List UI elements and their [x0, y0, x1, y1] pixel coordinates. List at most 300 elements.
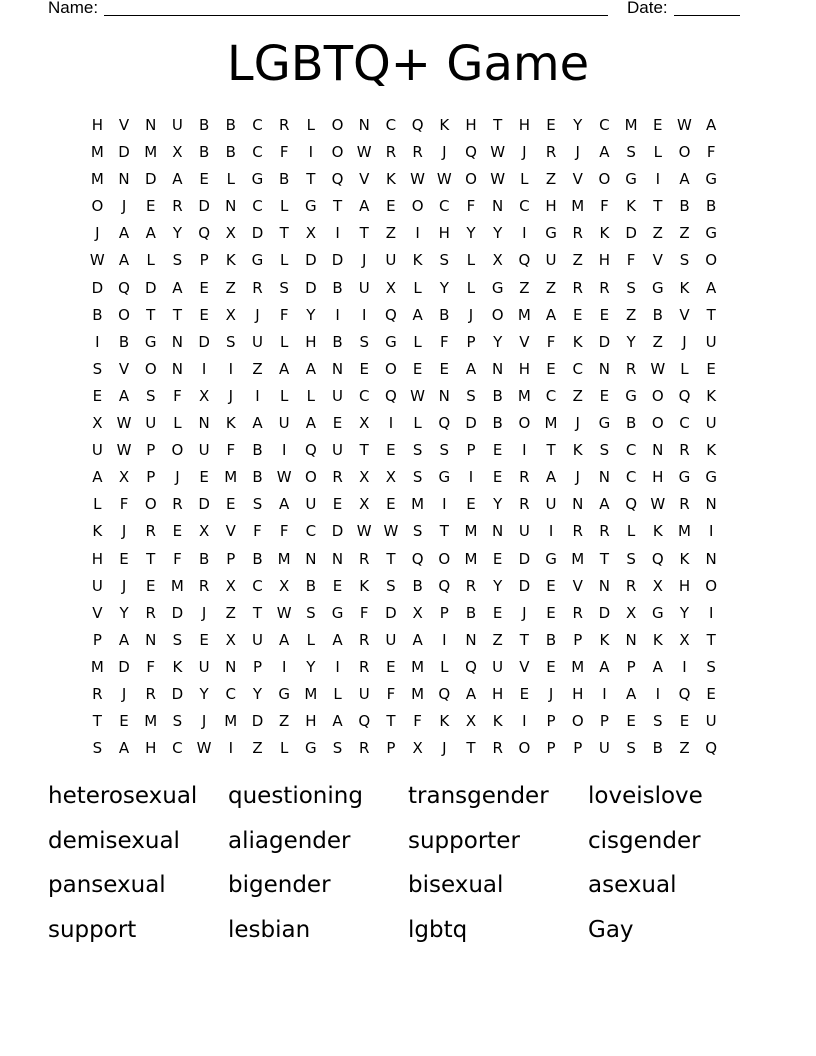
grid-letter[interactable]: A	[652, 657, 663, 676]
grid-letter[interactable]: F	[226, 441, 236, 460]
grid-letter[interactable]: E	[199, 278, 209, 297]
grid-letter[interactable]: E	[492, 441, 503, 460]
grid-letter[interactable]: O	[385, 359, 397, 378]
grid-letter[interactable]: I	[95, 332, 100, 351]
grid-letter[interactable]: G	[705, 468, 717, 487]
grid-letter[interactable]: Z	[545, 170, 557, 189]
grid-letter[interactable]: T	[359, 224, 369, 243]
grid-letter[interactable]: F	[173, 549, 182, 568]
grid-letter[interactable]: N	[465, 630, 477, 649]
grid-letter[interactable]: Y	[493, 495, 503, 514]
grid-letter[interactable]: P	[466, 332, 476, 351]
grid-letter[interactable]: F	[439, 332, 449, 351]
grid-letter[interactable]: F	[466, 197, 476, 216]
grid-letter[interactable]: W	[490, 143, 506, 162]
grid-letter[interactable]: L	[333, 684, 342, 703]
grid-letter[interactable]: S	[412, 522, 423, 541]
grid-letter[interactable]: E	[546, 116, 556, 134]
grid-letter[interactable]: M	[90, 143, 104, 162]
grid-letter[interactable]: U	[545, 495, 557, 514]
grid-letter[interactable]: R	[572, 522, 583, 541]
grid-letter[interactable]: S	[679, 251, 690, 270]
grid-letter[interactable]: H	[91, 549, 103, 568]
grid-letter[interactable]: Z	[625, 305, 637, 324]
grid-letter[interactable]: A	[706, 278, 717, 297]
grid-letter[interactable]: I	[335, 224, 340, 243]
grid-letter[interactable]: A	[545, 305, 557, 324]
grid-letter[interactable]: O	[518, 414, 531, 433]
grid-letter[interactable]: A	[279, 630, 290, 649]
grid-letter[interactable]: T	[706, 630, 716, 649]
grid-letter[interactable]: E	[332, 495, 343, 514]
grid-letter[interactable]: T	[519, 630, 529, 649]
grid-letter[interactable]: W	[436, 170, 452, 189]
grid-letter[interactable]: C	[545, 386, 557, 405]
grid-letter[interactable]: X	[652, 576, 663, 595]
grid-letter[interactable]: E	[332, 576, 343, 595]
grid-letter[interactable]: S	[439, 251, 450, 270]
grid-letter[interactable]: J	[522, 603, 527, 622]
grid-letter[interactable]: H	[518, 116, 530, 134]
grid-letter[interactable]: G	[305, 197, 317, 216]
grid-letter[interactable]: B	[545, 630, 557, 649]
grid-letter[interactable]: P	[146, 441, 156, 460]
grid-letter[interactable]: D	[118, 657, 130, 676]
grid-letter[interactable]: Q	[625, 495, 637, 514]
grid-letter[interactable]: X	[305, 224, 316, 243]
grid-letter[interactable]: I	[228, 359, 233, 378]
name-input-line[interactable]	[104, 15, 608, 16]
grid-letter[interactable]: K	[572, 441, 583, 460]
grid-letter[interactable]: L	[306, 630, 316, 649]
grid-letter[interactable]: I	[228, 739, 233, 758]
grid-letter[interactable]: R	[92, 684, 103, 703]
grid-letter[interactable]: W	[490, 170, 506, 189]
grid-letter[interactable]: Z	[652, 224, 663, 243]
grid-letter[interactable]: I	[682, 657, 687, 676]
grid-letter[interactable]: L	[520, 170, 529, 189]
grid-letter[interactable]: L	[466, 278, 476, 297]
grid-letter[interactable]: X	[225, 576, 236, 595]
grid-letter[interactable]: U	[705, 332, 717, 351]
grid-letter[interactable]: V	[679, 305, 690, 324]
grid-letter[interactable]: J	[548, 684, 554, 703]
grid-letter[interactable]: M	[571, 657, 585, 676]
grid-letter[interactable]: B	[198, 116, 210, 134]
grid-letter[interactable]: J	[442, 143, 447, 162]
grid-letter[interactable]: M	[304, 684, 318, 703]
grid-letter[interactable]: M	[411, 657, 425, 676]
grid-letter[interactable]: G	[545, 224, 557, 243]
grid-letter[interactable]: Y	[573, 116, 583, 134]
grid-letter[interactable]: E	[519, 684, 530, 703]
grid-letter[interactable]: E	[492, 468, 503, 487]
grid-letter[interactable]: F	[706, 143, 716, 162]
grid-letter[interactable]: V	[572, 576, 583, 595]
grid-letter[interactable]: E	[92, 386, 103, 405]
grid-letter[interactable]: K	[652, 522, 663, 541]
grid-letter[interactable]: J	[575, 468, 580, 487]
grid-letter[interactable]: J	[442, 739, 447, 758]
grid-letter[interactable]: J	[362, 251, 367, 270]
grid-letter[interactable]: M	[544, 414, 558, 433]
grid-letter[interactable]: L	[440, 657, 449, 676]
grid-letter[interactable]: A	[465, 359, 477, 378]
grid-letter[interactable]: E	[546, 359, 556, 378]
grid-letter[interactable]: L	[653, 143, 662, 162]
grid-letter[interactable]: P	[626, 657, 636, 676]
grid-letter[interactable]: X	[625, 603, 637, 622]
grid-letter[interactable]: B	[225, 143, 236, 162]
grid-letter[interactable]: U	[332, 441, 344, 460]
grid-letter[interactable]: F	[279, 143, 289, 162]
grid-letter[interactable]: Y	[172, 224, 182, 243]
grid-letter[interactable]: M	[517, 386, 531, 405]
grid-letter[interactable]: V	[572, 170, 583, 189]
grid-letter[interactable]: O	[598, 170, 611, 189]
grid-letter[interactable]: Q	[678, 684, 691, 703]
grid-letter[interactable]: I	[522, 712, 527, 731]
grid-letter[interactable]: Z	[572, 251, 583, 270]
grid-letter[interactable]: N	[358, 116, 370, 134]
grid-letter[interactable]: F	[279, 522, 289, 541]
grid-letter[interactable]: A	[172, 170, 183, 189]
grid-letter[interactable]: D	[144, 278, 157, 297]
grid-letter[interactable]: Z	[252, 359, 263, 378]
grid-letter[interactable]: R	[172, 197, 183, 216]
grid-letter[interactable]: T	[92, 712, 102, 731]
grid-letter[interactable]: B	[679, 197, 690, 216]
grid-letter[interactable]: R	[679, 441, 690, 460]
grid-letter[interactable]: F	[386, 684, 396, 703]
grid-letter[interactable]: C	[599, 116, 610, 134]
grid-letter[interactable]: Q	[358, 712, 371, 731]
grid-letter[interactable]: H	[91, 116, 103, 134]
grid-letter[interactable]: W	[276, 468, 292, 487]
grid-letter[interactable]: P	[146, 468, 156, 487]
grid-letter[interactable]: K	[492, 712, 503, 731]
grid-letter[interactable]: H	[545, 197, 557, 216]
grid-letter[interactable]: X	[492, 251, 503, 270]
grid-letter[interactable]: A	[545, 468, 557, 487]
grid-letter[interactable]: I	[415, 224, 420, 243]
grid-letter[interactable]: M	[90, 657, 104, 676]
grid-letter[interactable]: S	[706, 657, 716, 676]
grid-letter[interactable]: M	[144, 712, 158, 731]
grid-letter[interactable]: U	[251, 630, 263, 649]
grid-letter[interactable]: T	[306, 170, 316, 189]
grid-letter[interactable]: Q	[198, 224, 210, 243]
grid-letter[interactable]: M	[464, 549, 478, 568]
grid-letter[interactable]: B	[198, 143, 210, 162]
grid-letter[interactable]: G	[705, 224, 717, 243]
grid-letter[interactable]: K	[679, 278, 690, 297]
grid-letter[interactable]: N	[145, 116, 157, 134]
grid-letter[interactable]: O	[144, 495, 157, 514]
grid-letter[interactable]: P	[546, 739, 556, 758]
grid-letter[interactable]: I	[655, 684, 660, 703]
grid-letter[interactable]: U	[145, 414, 157, 433]
grid-letter[interactable]: K	[92, 522, 103, 541]
grid-letter[interactable]: G	[651, 603, 664, 622]
grid-letter[interactable]: J	[201, 712, 207, 731]
grid-letter[interactable]: A	[599, 657, 610, 676]
grid-letter[interactable]: R	[198, 576, 210, 595]
grid-letter[interactable]: V	[118, 359, 130, 378]
grid-letter[interactable]: D	[171, 603, 184, 622]
grid-letter[interactable]: R	[599, 522, 610, 541]
grid-letter[interactable]: I	[708, 522, 714, 541]
grid-letter[interactable]: E	[199, 468, 209, 487]
grid-letter[interactable]: G	[438, 468, 451, 487]
grid-letter[interactable]: S	[172, 251, 183, 270]
grid-letter[interactable]: F	[173, 386, 182, 405]
grid-letter[interactable]: Z	[252, 739, 263, 758]
grid-letter[interactable]: X	[118, 468, 130, 487]
grid-letter[interactable]: M	[90, 170, 104, 189]
grid-letter[interactable]: K	[439, 712, 450, 731]
grid-letter[interactable]: L	[680, 359, 689, 378]
grid-letter[interactable]: U	[358, 278, 370, 297]
grid-letter[interactable]: N	[171, 332, 184, 351]
grid-letter[interactable]: D	[331, 251, 344, 270]
grid-letter[interactable]: H	[652, 468, 664, 487]
grid-letter[interactable]: Z	[572, 386, 583, 405]
grid-letter[interactable]: I	[308, 143, 314, 162]
grid-letter[interactable]: Y	[493, 576, 503, 595]
grid-letter[interactable]: E	[492, 603, 503, 622]
grid-letter[interactable]: U	[705, 414, 717, 433]
grid-letter[interactable]: R	[252, 278, 263, 297]
grid-letter[interactable]: Y	[493, 224, 503, 243]
grid-letter[interactable]: Q	[331, 170, 344, 189]
grid-letter[interactable]: R	[359, 630, 370, 649]
grid-letter[interactable]: K	[706, 441, 717, 460]
grid-letter[interactable]: T	[706, 305, 716, 324]
word-search-grid[interactable]	[84, 112, 725, 762]
grid-letter[interactable]: N	[598, 468, 611, 487]
grid-letter[interactable]: M	[571, 197, 585, 216]
grid-letter[interactable]: G	[251, 170, 264, 189]
grid-letter[interactable]: D	[118, 143, 130, 162]
grid-letter[interactable]: H	[598, 251, 611, 270]
grid-letter[interactable]: R	[359, 739, 370, 758]
grid-letter[interactable]: D	[198, 197, 210, 216]
grid-letter[interactable]: B	[225, 116, 236, 134]
grid-letter[interactable]: S	[172, 712, 183, 731]
grid-letter[interactable]: L	[413, 332, 422, 351]
grid-letter[interactable]: D	[305, 251, 317, 270]
grid-letter[interactable]: Z	[545, 278, 557, 297]
grid-letter[interactable]: P	[92, 630, 102, 649]
grid-letter[interactable]: S	[626, 278, 636, 297]
grid-letter[interactable]: K	[172, 657, 183, 676]
grid-letter[interactable]: G	[625, 170, 637, 189]
grid-letter[interactable]: X	[412, 739, 423, 758]
grid-letter[interactable]: E	[145, 576, 156, 595]
grid-letter[interactable]: B	[465, 603, 477, 622]
grid-letter[interactable]: X	[385, 278, 397, 297]
grid-letter[interactable]: W	[383, 522, 399, 541]
grid-letter[interactable]: I	[655, 170, 660, 189]
grid-letter[interactable]: E	[439, 359, 450, 378]
grid-letter[interactable]: M	[517, 305, 531, 324]
grid-letter[interactable]: E	[706, 359, 716, 378]
grid-letter[interactable]: K	[652, 630, 663, 649]
grid-letter[interactable]: I	[281, 657, 287, 676]
grid-letter[interactable]: F	[253, 522, 262, 541]
grid-letter[interactable]: Y	[306, 305, 316, 324]
grid-letter[interactable]: X	[198, 386, 210, 405]
grid-letter[interactable]: C	[519, 197, 530, 216]
grid-letter[interactable]: T	[252, 603, 263, 622]
grid-letter[interactable]: V	[519, 657, 530, 676]
grid-letter[interactable]: W	[196, 739, 212, 758]
grid-letter[interactable]: E	[172, 522, 183, 541]
grid-letter[interactable]: B	[492, 414, 503, 433]
grid-letter[interactable]: M	[144, 143, 158, 162]
grid-letter[interactable]: D	[385, 603, 397, 622]
grid-letter[interactable]: M	[571, 549, 585, 568]
grid-letter[interactable]: R	[519, 468, 530, 487]
grid-letter[interactable]: L	[306, 386, 316, 405]
grid-letter[interactable]: S	[412, 441, 423, 460]
grid-letter[interactable]: J	[121, 197, 127, 216]
grid-letter[interactable]: R	[625, 359, 637, 378]
grid-letter[interactable]: G	[331, 603, 344, 622]
grid-letter[interactable]: H	[305, 332, 317, 351]
grid-letter[interactable]: T	[332, 197, 343, 216]
grid-letter[interactable]: P	[599, 712, 609, 731]
grid-letter[interactable]: K	[439, 116, 450, 134]
grid-letter[interactable]: Y	[466, 224, 476, 243]
grid-letter[interactable]: T	[386, 549, 396, 568]
grid-letter[interactable]: V	[92, 603, 103, 622]
grid-letter[interactable]: K	[225, 414, 236, 433]
grid-letter[interactable]: J	[121, 684, 127, 703]
grid-letter[interactable]: N	[145, 630, 157, 649]
grid-letter[interactable]: C	[385, 116, 397, 134]
grid-letter[interactable]: H	[438, 224, 450, 243]
grid-letter[interactable]: Q	[411, 549, 424, 568]
grid-letter[interactable]: H	[465, 116, 477, 134]
grid-letter[interactable]: O	[678, 143, 691, 162]
grid-letter[interactable]: Z	[679, 739, 690, 758]
grid-letter[interactable]: A	[92, 468, 103, 487]
grid-letter[interactable]: K	[626, 197, 637, 216]
grid-letter[interactable]: L	[279, 197, 289, 216]
grid-letter[interactable]: R	[599, 278, 610, 297]
grid-letter[interactable]: H	[145, 739, 157, 758]
grid-letter[interactable]: R	[679, 495, 690, 514]
grid-letter[interactable]: E	[199, 170, 209, 189]
grid-letter[interactable]: E	[492, 549, 503, 568]
grid-letter[interactable]: R	[492, 739, 503, 758]
grid-letter[interactable]: M	[464, 522, 478, 541]
grid-letter[interactable]: O	[438, 549, 451, 568]
grid-letter[interactable]: N	[225, 197, 237, 216]
grid-letter[interactable]: G	[651, 278, 664, 297]
grid-letter[interactable]: P	[226, 549, 236, 568]
grid-letter[interactable]: E	[599, 386, 610, 405]
grid-letter[interactable]: A	[118, 251, 130, 270]
grid-letter[interactable]: O	[144, 359, 157, 378]
grid-letter[interactable]: I	[522, 441, 527, 460]
grid-letter[interactable]: R	[145, 522, 156, 541]
grid-letter[interactable]: C	[625, 468, 637, 487]
grid-letter[interactable]: R	[145, 603, 156, 622]
grid-letter[interactable]: J	[522, 143, 527, 162]
grid-letter[interactable]: Q	[518, 251, 531, 270]
grid-letter[interactable]: N	[598, 576, 611, 595]
grid-letter[interactable]: G	[678, 468, 691, 487]
grid-letter[interactable]: E	[386, 495, 396, 514]
grid-letter[interactable]: D	[198, 495, 210, 514]
grid-letter[interactable]: J	[121, 576, 127, 595]
grid-letter[interactable]: R	[519, 495, 530, 514]
grid-letter[interactable]: A	[279, 359, 290, 378]
grid-letter[interactable]: L	[626, 522, 636, 541]
grid-letter[interactable]: Y	[626, 332, 636, 351]
grid-letter[interactable]: L	[466, 251, 476, 270]
grid-letter[interactable]: Q	[411, 116, 424, 134]
grid-letter[interactable]: U	[278, 414, 290, 433]
grid-letter[interactable]: X	[279, 576, 290, 595]
grid-letter[interactable]: G	[251, 251, 264, 270]
grid-letter[interactable]: A	[465, 684, 477, 703]
grid-letter[interactable]: N	[572, 495, 584, 514]
grid-letter[interactable]: A	[305, 359, 316, 378]
grid-letter[interactable]: X	[465, 712, 477, 731]
grid-letter[interactable]: B	[412, 576, 423, 595]
grid-letter[interactable]: U	[545, 251, 557, 270]
grid-letter[interactable]: G	[705, 170, 717, 189]
grid-letter[interactable]: O	[465, 170, 477, 189]
grid-letter[interactable]: I	[281, 441, 287, 460]
grid-letter[interactable]: K	[599, 224, 610, 243]
grid-letter[interactable]: E	[226, 495, 236, 514]
grid-letter[interactable]: R	[172, 495, 183, 514]
grid-letter[interactable]: L	[413, 278, 422, 297]
grid-letter[interactable]: D	[171, 684, 184, 703]
grid-letter[interactable]: R	[278, 116, 290, 134]
grid-letter[interactable]: K	[412, 251, 423, 270]
grid-letter[interactable]: L	[306, 116, 316, 134]
grid-letter[interactable]: Q	[438, 576, 451, 595]
grid-letter[interactable]: E	[546, 576, 556, 595]
grid-letter[interactable]: K	[225, 251, 236, 270]
grid-letter[interactable]: E	[386, 441, 396, 460]
grid-letter[interactable]: R	[412, 143, 423, 162]
grid-letter[interactable]: S	[466, 386, 476, 405]
grid-letter[interactable]: O	[171, 441, 184, 460]
grid-letter[interactable]: O	[705, 251, 718, 270]
grid-letter[interactable]: B	[305, 576, 316, 595]
grid-letter[interactable]: K	[706, 386, 717, 405]
grid-letter[interactable]: N	[171, 359, 184, 378]
grid-letter[interactable]: E	[466, 495, 476, 514]
grid-letter[interactable]: A	[279, 495, 290, 514]
grid-letter[interactable]: N	[438, 386, 450, 405]
grid-letter[interactable]: D	[198, 332, 210, 351]
grid-letter[interactable]: X	[359, 495, 370, 514]
grid-letter[interactable]: F	[600, 197, 609, 216]
grid-letter[interactable]: A	[118, 630, 130, 649]
grid-letter[interactable]: N	[331, 549, 344, 568]
grid-letter[interactable]: X	[225, 630, 236, 649]
grid-letter[interactable]: D	[518, 549, 531, 568]
grid-letter[interactable]: W	[677, 116, 692, 134]
